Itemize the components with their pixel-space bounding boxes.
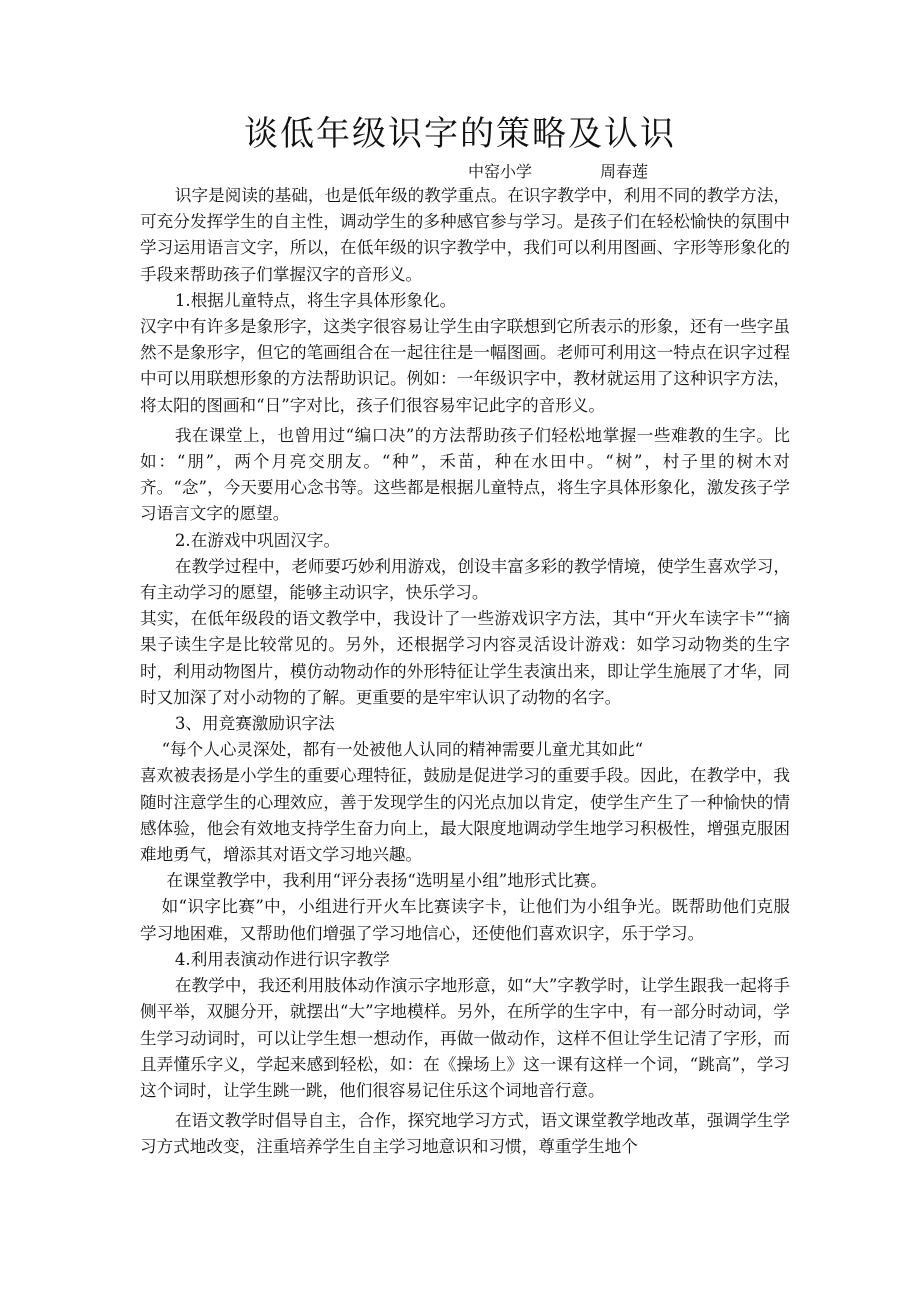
paragraph: 我在课堂上，也曾用过“编口决”的方法帮助孩子们轻松地掌握一些难教的生字。比如：“朋”，两个月亮交朋友。“种”，禾苗，种在水田中。“树”，村子里的树木对齐。“念”，今天要用心念书等。这些都是根据儿童特点，将生字具体形象化，激发孩子学习语言文字的愿望。: [140, 425, 790, 524]
school-name: 中窑小学: [468, 162, 533, 181]
heading-section-1: 1.根据儿童特点，将生字具体形象化。: [174, 290, 457, 310]
quote-paragraph: “每个人心灵深处，都有一处被他人认同的精神需要儿童尤其如此“: [161, 740, 644, 760]
paragraph: 汉字中有许多是象形字，这类字很容易让学生由字联想到它所表示的形象，还有一些字虽然不是象形字，但它的笔画组合在一起往往是一幅图画。老师可利用这一特点在识字过程中可以用联想形象的方法帮助识记。例如：一年级识字中，教材就运用了这种识字方法，将太阳的图画和“日”字对比，孩子们很容易牢记此字的音形义。: [140, 317, 790, 415]
document-title: 谈低年级识字的策略及认识: [244, 114, 676, 154]
paragraph: 在教学中，我还利用肢体动作演示字地形意，如“大”字教学时，让学生跟我一起将手侧平举，双腿分开，就摆出“大”字地模样。另外，在所学的生字中，有一部分时动词，学生学习动词时，可以让学生想一想动作，再做一做动作，这样不但让学生记清了字形，而且弄懂乐字义，学起来感到轻松，如：在《操场上》这一课有这样一个词，“跳高”，学习这个词时，让学生跳一跳，他们很容易记住乐这个词地音行意。: [140, 976, 790, 1100]
author-name: 周春莲: [600, 162, 649, 181]
paragraph: 喜欢被表扬是小学生的重要心理特征，鼓励是促进学习的重要手段。因此，在教学中，我随时注意学生的心理效应，善于发现学生的闪光点加以肯定，使学生产生了一种愉快的情感体验，他会有效地支持学生奋力向上，最大限度地调动学生地学习积极性，增强克服困难地勇气，增添其对语文学习地兴趣。: [140, 766, 790, 865]
paragraph: 在语文教学时倡导自主，合作，探究地学习方式，语文课堂教学地改革，强调学生学习方式地改变，注重培养学生自主学习地意识和习惯，尊重学生地个: [140, 1111, 790, 1157]
heading-section-4: 4.利用表演动作进行识字教学: [174, 949, 390, 969]
paragraph: 在课堂教学中，我利用“评分表扬“选明星小组”地形式比赛。: [166, 871, 607, 891]
paragraph-intro: 识字是阅读的基础，也是低年级的教学重点。在识字教学中，利用不同的教学方法，可充分发挥学生的自主性，调动学生的多种感官参与学习。是孩子们在轻松愉快的氛围中学习运用语言文字，所以，在低年级的识字教学中，我们可以利用图画、字形等形象化的手段来帮助孩子们掌握汉字的音形义。: [140, 186, 790, 284]
paragraph: 如“识字比赛”中，小组进行开火车比赛读字卡，让他们为小组争光。既帮助他们克服学习地困难，又帮助他们增强了学习地信心，还使他们喜欢识字，乐于学习。: [140, 897, 790, 943]
document-body: [140, 183, 790, 1161]
paragraph: 在教学过程中，老师要巧妙利用游戏，创设丰富多彩的教学情境，使学生喜欢学习，有主动学习的愿望，能够主动识字，快乐学习。: [140, 556, 790, 603]
heading-section-2: 2.在游戏中巩固汉字。: [174, 530, 341, 550]
paragraph: 其实，在低年级段的语文教学中，我设计了一些游戏识字方法，其中“开火车读字卡”“摘果子读生字是比较常见的。另外，还根据学习内容灵活设计游戏：如学习动物类的生字时，利用动物图片，模仿动物动作的外形特征让学生表演出来，即让学生施展了才华，同时又加深了对小动物的了解。更重要的是牢牢认识了动物的名字。: [140, 609, 790, 707]
heading-section-3: 3、用竞赛激励识字法: [174, 714, 335, 734]
byline: [468, 160, 648, 184]
